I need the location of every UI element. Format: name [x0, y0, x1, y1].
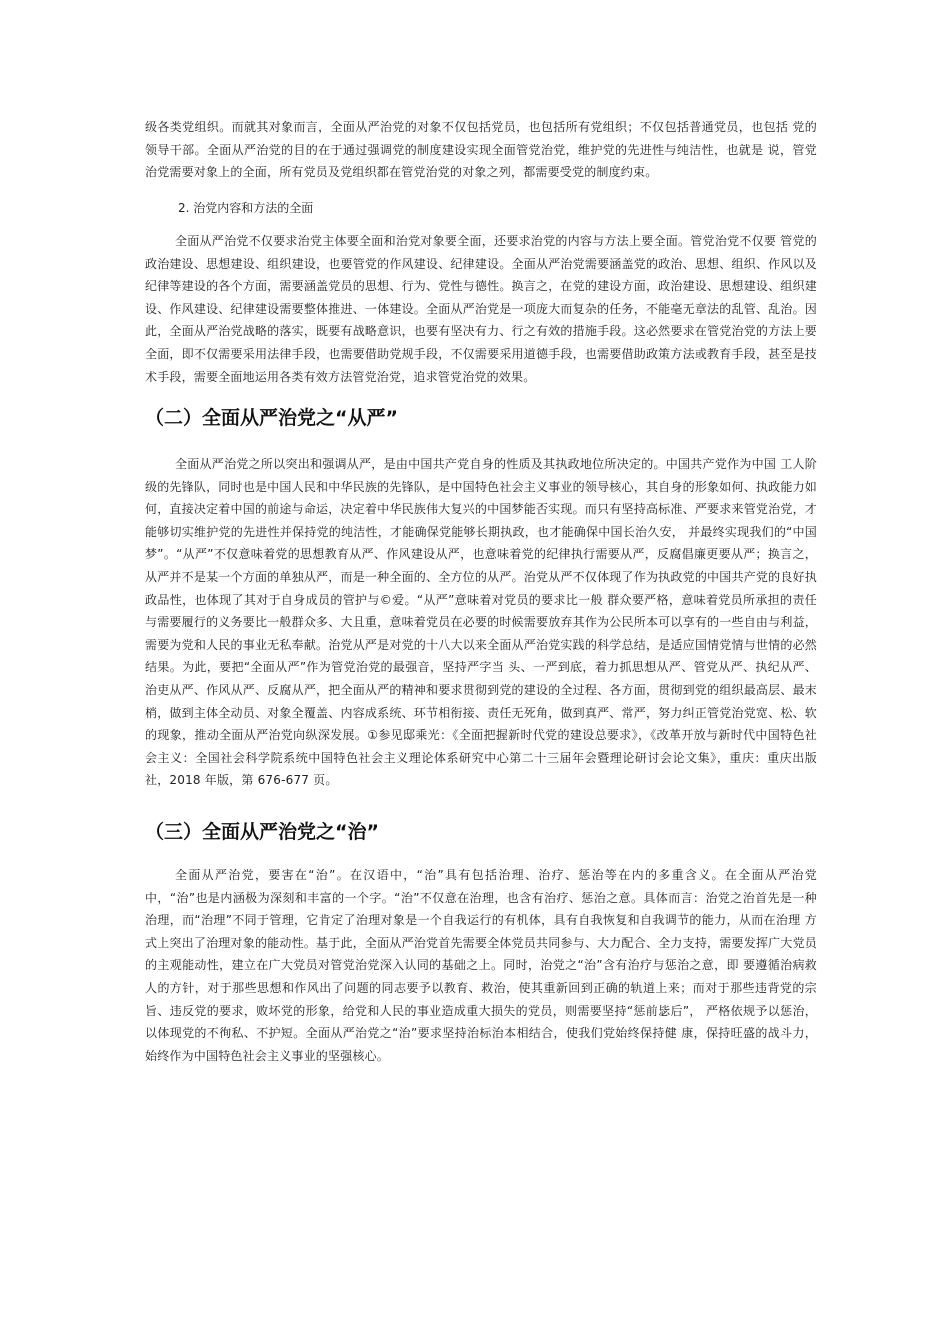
section1-tail-paragraph: 级各类党组织。而就其对象而言，全面从严治党的对象不仅包括党员，也包括所有党组织；不仅包括普通党员，也包括 党的领导干部。全面从严治党的目的在于通过强调党的制度建设实现全面管党治党，维护党的先进性与纯洁性，也就是 说，管党治党需要对象上的全面，所有党员及党组织都在管党治党的对象之列，都需要受党的制度约束。 [145, 120, 817, 180]
subsection-2-title: 2. 治党内容和方法的全面 [178, 201, 314, 215]
section-3-heading: （三）全面从严治党之“治” [145, 821, 379, 843]
section-3-paragraph: 全面从严治党，要害在“治”。在汉语中，“治”具有包括治理、治疗、惩治等在内的多重含义。在全面从严治党中，“治”也是内涵极为深刻和丰富的一个字。“治”不仅意在治理，也含有治疗、惩治之意。具体而言：治党之治首先是一种治理，而“治理”不同于管理，它肯定了治理对象是一个自我运行的有机体，具有自我恢复和自我调节的能力，从而在治理 方式上突出了治理对象的能动性。基于此，全面从严治党首先需要全体党员共同参与、大力配合、全力支持，需要发挥广大党员的主观能动性，建立在广大党员对管党治党深入认同的基础之上。同时，治党之“治”含有治疗与惩治之意，即 要遵循治病救人的方针，对于那些思想和作风出了问题的同志要予以教育、救治，使其重新回到正确的轨道上来；而对于那些违背党的宗旨、违反党的要求，败坏党的形象，给党和人民的事业造成重大损失的党员，则需要坚持“惩前毖后”， 严格依规予以惩治，以体现党的不徇私、不护短。全面从严治党之“治”要求坚持治标治本相结合，使我们党始终保持健 康，保持旺盛的战斗力，始终作为中国特色社会主义事业的坚强核心。 [145, 868, 817, 1063]
subsection-2-paragraph: 全面从严治党不仅要求治党主体要全面和治党对象要全面，还要求治党的内容与方法上要全面。管党治党不仅要 管党的政治建设、思想建设、组织建设，也要管党的作风建设、纪律建设。全面从严治党需要涵盖党的政治、思想、组织、作风以及纪律等建设的各个方面，需要涵盖党员的思想、行为、党性与德性。换言之，在党的建设方面，政治建设、思想建设、组织建设、作风建设、纪律建设需要整体推进、一体建设。全面从严治党是一项庞大而复杂的任务，不能毫无章法的乱管、乱治。因此，全面从严治党战略的落实，既要有战略意识，也要有坚决有力、行之有效的措施手段。这必然要求在管党治党的方法上要全面，即不仅需要采用法律手段，也需要借助党规手段，不仅需要采用道德手段，也需要借助政策方法或教育手段，甚至是技术手段，需要全面地运用各类有效方法管党治党，追求管党治党的效果。 [145, 234, 817, 384]
section-2-heading: （二）全面从严治党之“从严” [145, 407, 398, 429]
section-2-paragraph: 全面从严治党之所以突出和强调从严，是由中国共产党自身的性质及其执政地位所决定的。中国共产党作为中国 工人阶级的先锋队，同时也是中国人民和中华民族的先锋队，是中国特色社会主义事业的领导核心，其自身的形象如何、执政能力如何，直接决定着中国的前途与命运，决定着中华民族伟大复兴的中国梦能否实现。而只有坚持高标准、严要求来管党治党，才能够切实维护党的先进性并保持党的纯洁性，才能确保党能够长期执政，也才能确保中国长治久安， 并最终实现我们的“中国梦”。“从严”不仅意味着党的思想教育从严、作风建设从严，也意味着党的纪律执行需要从严，反腐倡廉更要从严；换言之，从严并不是某一个方面的单独从严，而是一种全面的、全方位的从严。治党从严不仅体现了作为执政党的中国共产党的良好执政品性，也体现了其对于自身成员的管护与©爱。“从严”意味着对党员的要求比一般 群众要严格，意味着党员所承担的责任与需要履行的义务要比一般群众多、大且重，意味着党员在必要的时候需要放弃其作为公民所本可以享有的一些自由与利益，需要为党和人民的事业无私奉献。治党从严是对党的十八大以来全面从严治党实践的科学总结，是适应国情党情与世情的必然结果。为此，要把“全面从严”作为管党治党的最强音，坚持严字当 头、一严到底，着力抓思想从严、管党从严、执纪从严、治吏从严、作风从严、反腐从严，把全面从严的精神和要求贯彻到党的建设的全过程、各方面，贯彻到党的组织最高层、最末梢，做到主体全动员、对象全覆盖、内容成系统、环节相衔接、责任无死角，做到真严、常严，努力纠正管党治党宽、松、软的现象，推动全面从严治党向纵深发展。①参见邸乘光：《全面把握新时代党的建设总要求》，《改革开放与新时代中国特色社会主义：全国社会科学院系统中国特色社会主义理论体系研究中心第二十三届年会暨理论研讨会论文集》，重庆：重庆出版社，2018 年版，第 676-677 页。 [145, 457, 817, 788]
